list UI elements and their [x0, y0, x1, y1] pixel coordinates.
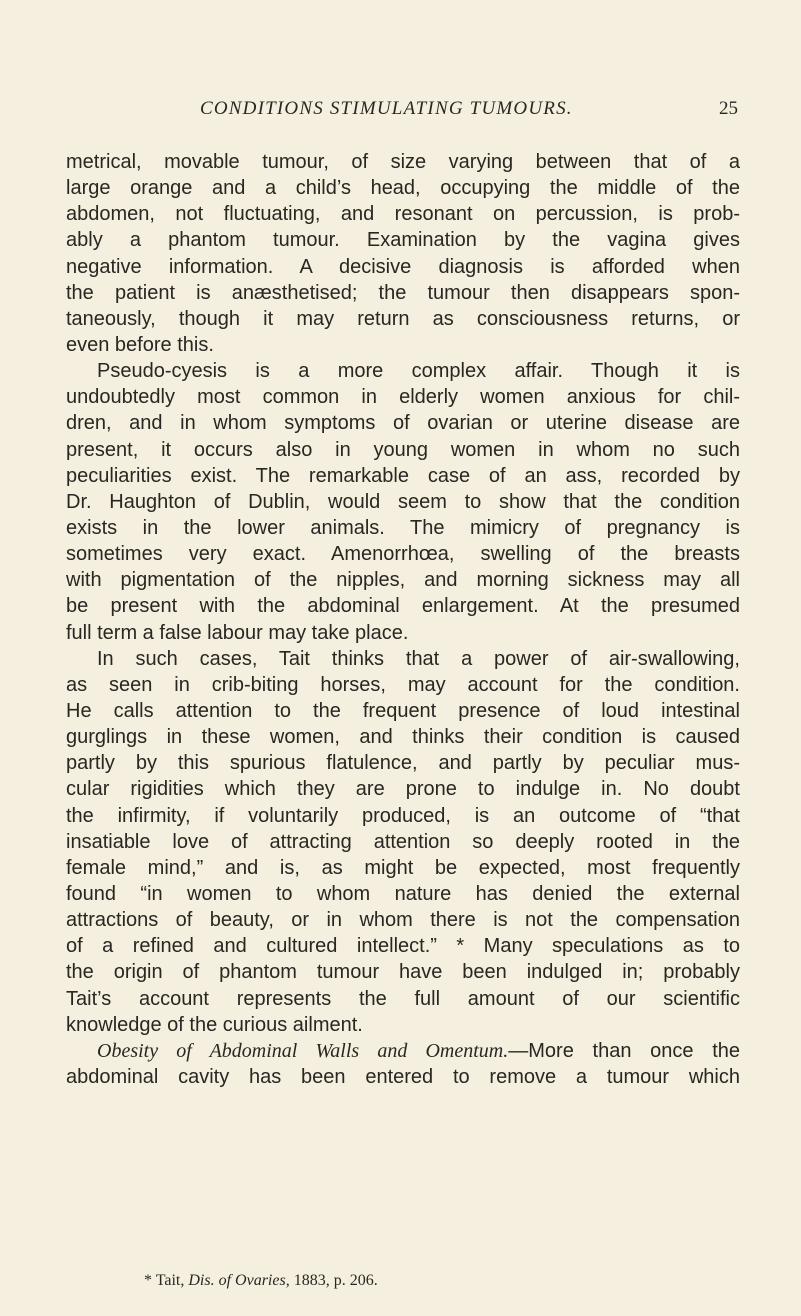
text-line: of a refined and cultured intellect.” * Many speculations as to	[66, 935, 740, 958]
section-heading-continuation: —More than once the	[508, 1039, 740, 1062]
text-line: negative information. A decisive diagnosis is afforded when	[66, 255, 740, 278]
page-number: 25	[719, 98, 738, 119]
text-line: abdomen, not fluctuating, and resonant on percussion, is prob-	[66, 203, 740, 226]
running-title: CONDITIONS STIMULATING TUMOURS.	[200, 98, 573, 119]
text-line: even before this.	[66, 333, 214, 356]
text-line: full term a false labour may take place.	[66, 621, 409, 644]
text-line: He calls attention to the frequent presence of loud intestinal	[66, 699, 740, 722]
text-line: found “in women to whom nature has denied the external	[66, 882, 740, 905]
footnote-author: Tait,	[155, 1272, 185, 1289]
text-line: the patient is anæsthetised; the tumour then disappears spon-	[66, 281, 740, 304]
text-line: with pigmentation of the nipples, and morning sickness may all	[66, 569, 740, 592]
text-line: insatiable love of attracting attention so deeply rooted in the	[66, 830, 740, 853]
section-heading-line	[66, 1038, 740, 1064]
text-line: exists in the lower animals. The mimicry of pregnancy is	[66, 516, 740, 539]
text-line: attractions of beauty, or in whom there is not the compensation	[66, 909, 740, 932]
body-text	[66, 149, 740, 1090]
text-line: present, it occurs also in young women in whom no such	[66, 438, 740, 461]
footnote-details: 1883, p. 206.	[293, 1272, 378, 1289]
footnote-marker: *	[144, 1272, 152, 1289]
text-line: Tait’s account represents the full amount of our scientific	[66, 987, 740, 1010]
text-line: Dr. Haughton of Dublin, would seem to show that the condition	[66, 490, 740, 513]
text-line: be present with the abdominal enlargement. At the presumed	[66, 595, 740, 618]
text-line: peculiarities exist. The remarkable case of an ass, recorded by	[66, 464, 740, 487]
text-line: the infirmity, if voluntarily produced, is an outcome of “that	[66, 804, 740, 827]
text-line: ably a phantom tumour. Examination by the vagina gives	[66, 229, 740, 252]
text-line: partly by this spurious flatulence, and partly by peculiar mus-	[66, 752, 740, 775]
text-line: as seen in crib-biting horses, may account for the condition.	[66, 673, 740, 696]
text-line: taneously, though it may return as consciousness returns, or	[66, 307, 740, 330]
running-head	[66, 98, 738, 124]
text-line: Pseudo-cyesis is a more complex affair. Though it is	[97, 360, 740, 383]
text-line: undoubtedly most common in elderly women anxious for chil-	[66, 386, 740, 409]
footnote	[144, 1272, 378, 1290]
section-heading: Obesity of Abdominal Walls and Omentum.	[97, 1039, 509, 1062]
text-line: large orange and a child’s head, occupying the middle of the	[66, 177, 740, 200]
text-line: dren, and in whom symptoms of ovarian or uterine disease are	[66, 412, 740, 435]
text-line: gurglings in these women, and thinks their condition is caused	[66, 726, 740, 749]
text-line: In such cases, Tait thinks that a power of air-swallowing,	[97, 647, 740, 670]
text-line: cular rigidities which they are prone to indulge in. No doubt	[66, 778, 740, 801]
footnote-work: Dis. of Ovaries,	[188, 1272, 290, 1289]
text-line: sometimes very exact. Amenorrhœa, swelling of the breasts	[66, 543, 740, 566]
text-line: the origin of phantom tumour have been indulged in; probably	[66, 961, 740, 984]
text-line: metrical, movable tumour, of size varying between that of a	[66, 151, 740, 173]
text-line: female mind,” and is, as might be expected, most frequently	[66, 856, 740, 879]
text-line: knowledge of the curious ailment.	[66, 1013, 363, 1036]
text-line: abdominal cavity has been entered to remove a tumour which	[66, 1065, 740, 1088]
